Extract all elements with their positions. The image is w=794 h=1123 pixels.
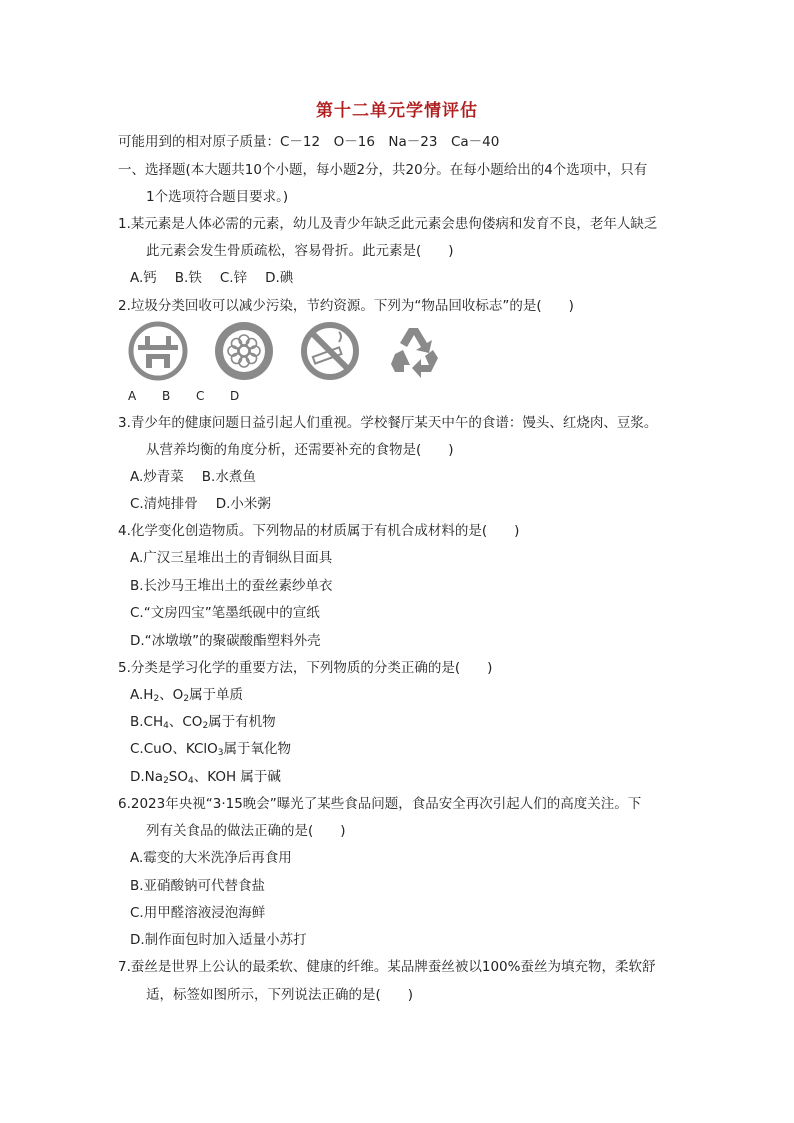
flame-emblem-icon [127,320,189,382]
q6-option-c: C.用甲醛溶液浸泡海鲜 [130,905,266,921]
q5-option-d: $D.Na_2SO_4$、KOH 属于碱 [130,769,281,786]
page-title: 第十二单元学情评估 [316,101,478,121]
q5-stem: 5.分类是学习化学的重要方法，下列物质的分类正确的是( ) [118,660,493,676]
q4-option-d: D.“冰墩墩”的聚碳酸酯塑料外壳 [130,633,321,649]
recycle-icon [385,320,447,382]
q6-stem-line1: 6.2023年央视“3·15晚会”曝光了某些食品问题，食品安全再次引起人们的高度关注。下 [118,796,642,812]
no-smoking-icon [299,320,361,382]
q3-stem-line2: 从营养均衡的角度分析，还需要补充的食物是( ) [146,442,454,458]
q2-icon-row [125,320,455,392]
q2-option-labels [128,389,264,403]
q3-options-row2 [130,495,289,513]
q2-label-a: A [128,389,137,403]
q5-option-c: C.CuO、KClO$_3$属于氧化物 [130,741,291,758]
q3-stem-line1: 3.青少年的健康问题日益引起人们重视。学校餐厅某天中午的食谱：馒头、红烧肉、豆浆。 [118,415,658,431]
q1-stem-line1: 1.某元素是人体必需的元素，幼儿及青少年缺乏此元素会患佝偻病和发育不良，老年人缺乏 [118,216,658,232]
q4-stem: 4.化学变化创造物质。下列物品的材质属于有机合成材料的是( ) [118,523,520,539]
q1-option-a: A.钙 [130,270,157,286]
q2-label-d: D [230,389,240,403]
q1-option-c: C.锌 [219,270,248,286]
q3-option-b: B.水煮鱼 [201,469,256,485]
q1-option-d: D.碘 [265,270,294,286]
q1-stem-line2: 此元素会发生骨质疏松，容易骨折。此元素是( ) [146,243,454,259]
q7-stem-line1: 7.蚕丝是世界上公认的最柔软、健康的纤维。某品牌蚕丝被以100%蚕丝为填充物，柔软舒 [118,959,656,975]
q1-options [130,269,311,287]
q4-option-c: C.“文房四宝”笔墨纸砚中的宣纸 [130,605,320,621]
q1-option-b: B.铁 [174,270,202,286]
q6-option-d: D.制作面包时加入适量小苏打 [130,932,307,948]
q5-option-b: $B.CH_4$、$CO_2$属于有机物 [130,714,276,731]
q3-option-a: A.炒青菜 [130,469,184,485]
q2-label-b: B [162,389,171,403]
q6-stem-line2: 列有关食品的做法正确的是( ) [146,823,346,839]
q5-option-a: $A.H_2$、$O_2$属于单质 [130,687,244,704]
atomic-mass-line: 可能用到的相对原子质量：C－12 O－16 Na－23 Ca－40 [118,134,500,150]
q6-option-a: A.霉变的大米洗净后再食用 [130,850,292,866]
q4-option-b: B.长沙马王堆出土的蚕丝素纱单衣 [130,578,333,594]
q2-stem: 2.垃圾分类回收可以减少污染，节约资源。下列为“物品回收标志”的是( ) [118,298,574,314]
q3-option-c: C.清炖排骨 [130,496,198,512]
cotton-flower-seal-icon [213,320,275,382]
q3-option-d: D.小米粥 [215,496,271,512]
q3-options-row1 [130,468,274,486]
section-heading-line1: 一、选择题(本大题共10个小题，每小题2分，共20分。在每小题给出的4个选项中，只有 [118,162,648,178]
q7-stem-line2: 适，标签如图所示，下列说法正确的是( ) [146,987,414,1003]
section-heading-line2: 1个选项符合题目要求。) [146,189,289,205]
q2-label-c: C [196,389,205,403]
q6-option-b: B.亚硝酸钠可代替食盐 [130,878,266,894]
q4-option-a: A.广汉三星堆出土的青铜纵目面具 [130,550,333,566]
